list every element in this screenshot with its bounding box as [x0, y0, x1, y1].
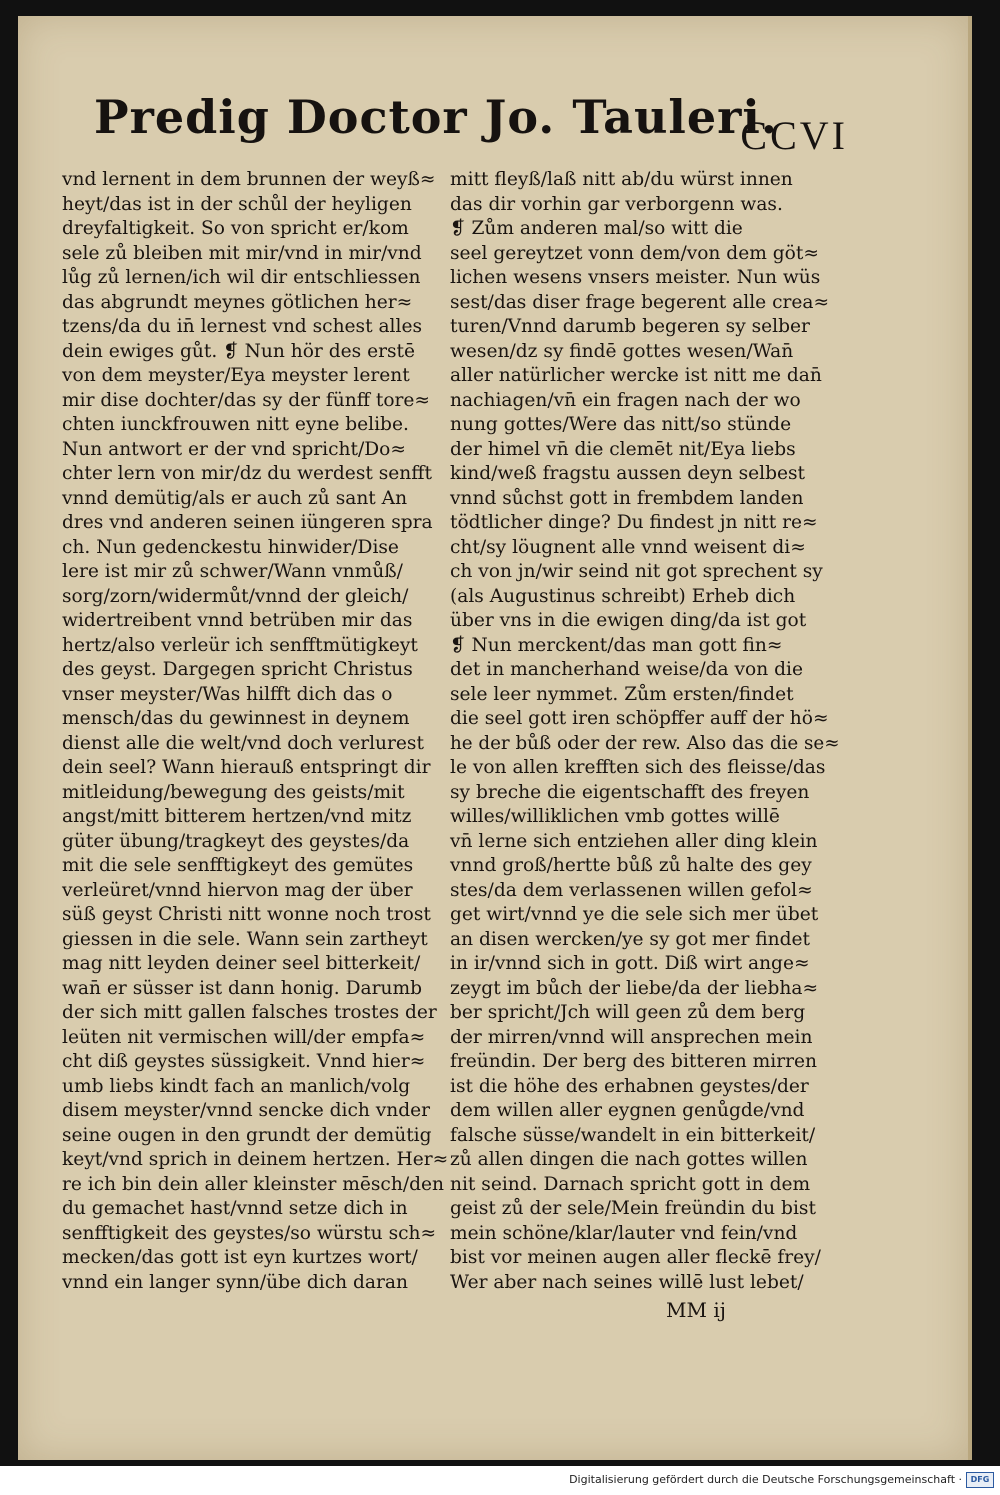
text-line: willes/williklichen vmb gottes willē	[450, 806, 780, 827]
signature-mark: MM ij	[666, 1298, 726, 1322]
text-line: vnnd demütig/als er auch zů sant An	[62, 487, 408, 509]
text-line: vnnd groß/hertte bůß zů halte des gey	[450, 855, 812, 876]
text-line: der mirren/vnnd will ansprechen mein	[450, 1026, 813, 1048]
text-line: von dem meyster/Eya meyster lerent	[62, 365, 410, 386]
text-line: keyt/vnd sprich in deinem hertzen. Her≈	[62, 1149, 449, 1170]
left-text-column	[62, 168, 457, 1295]
text-line: hertz/also verleür ich senfftmütigkeyt	[62, 634, 418, 656]
text-line: turen/Vnnd darumb begeren sy selber	[450, 316, 810, 337]
text-line: Wer aber nach seines willē lust lebet/	[450, 1271, 804, 1293]
text-line: dreyfaltigkeit. So von spricht er/kom	[62, 218, 409, 239]
text-line: sest/das diser frage begerent alle crea≈	[450, 291, 830, 313]
text-line: bist vor meinen augen aller fleckē frey/	[450, 1247, 821, 1268]
text-line: ❡ Nun merckent/das man gott fin≈	[450, 634, 783, 656]
text-line: die seel gott iren schöpffer auff der hö≈	[450, 708, 829, 729]
text-line: mitt fleyß/laß nitt ab/du würst innen	[450, 169, 793, 190]
running-header	[88, 88, 848, 168]
text-line: widertreibent vnnd betrüben mir das	[62, 610, 413, 631]
text-line: umb liebs kindt fach an manlich/volg	[62, 1075, 411, 1097]
text-line: cht/sy löugnent alle vnnd weisent di≈	[450, 536, 806, 558]
text-line: der himel vn̄ die clemēt nit/Eya liebs	[450, 438, 796, 460]
text-line: giessen in die sele. Wann sein zartheyt	[62, 928, 428, 950]
dfg-logo: DFG	[966, 1472, 994, 1488]
text-line: dres vnd anderen seinen iüngeren spra	[62, 512, 433, 533]
text-line: kind/weß fragstu aussen deyn selbest	[450, 463, 806, 484]
text-line: dem willen aller eygnen genůgde/vnd	[450, 1100, 805, 1121]
text-line: (als Augustinus schreibt) Erheb dich	[450, 585, 796, 607]
text-line: he der bůß oder der rew. Also das die se≈	[450, 732, 840, 754]
text-line: falsche süsse/wandelt in ein bitterkeit/	[450, 1124, 816, 1146]
text-line: vnnd sůchst gott in frembdem landen	[450, 487, 804, 509]
text-line: mensch/das du gewinnest in deynem	[62, 708, 410, 729]
footer-bar	[0, 1466, 1000, 1495]
text-line: der sich mitt gallen falsches trostes der	[62, 1002, 437, 1023]
text-line: seel gereytzet vonn dem/von dem göt≈	[450, 242, 819, 264]
text-line: güter übung/tragkeyt des geystes/da	[62, 830, 410, 852]
book-page	[18, 16, 972, 1460]
text-line: chten iunckfrouwen nitt eyne belibe.	[62, 414, 409, 435]
text-line: wan̄ er süsser ist dann honig. Darumb	[62, 977, 423, 999]
text-line: vnd lernent in dem brunnen der weyß≈	[62, 169, 436, 190]
text-line: re ich bin dein aller kleinster mēsch/den	[62, 1173, 444, 1195]
text-line: dein seel? Wann hierauß entspringt dir	[62, 757, 431, 778]
text-line: stes/da dem verlassenen willen gefol≈	[450, 879, 813, 901]
text-line: verleüret/vnnd hiervon mag der über	[62, 879, 413, 901]
text-line: sorg/zorn/widermůt/vnnd der gleich/	[62, 585, 409, 607]
text-line: get wirt/vnnd ye die sele sich mer übet	[450, 904, 819, 925]
text-line: vnser meyster/Was hilfft dich das o	[62, 683, 393, 705]
text-line: wesen/dz sy findē gottes wesen/Wan̄	[450, 340, 794, 362]
text-line: dein ewiges gůt. ❡ Nun hör des erstē	[62, 340, 415, 362]
text-line: aller natürlicher wercke ist nitt me dan̄	[450, 365, 822, 386]
text-line: angst/mitt bitterem hertzen/vnd mitz	[62, 806, 412, 827]
text-line: mag nitt leyden deiner seel bitterkeit/	[62, 953, 421, 974]
text-line: über vns in die ewigen ding/da ist got	[450, 610, 807, 631]
text-line: dienst alle die welt/vnd doch verlurest	[62, 732, 424, 754]
text-line: vnnd ein langer synn/übe dich daran	[62, 1271, 408, 1293]
text-line: ch. Nun gedenckestu hinwider/Dise	[62, 536, 399, 558]
text-line: des geyst. Dargegen spricht Christus	[62, 659, 413, 680]
text-line: nit seind. Darnach spricht gott in dem	[450, 1173, 811, 1195]
text-line: lichen wesens vnsers meister. Nun wüs	[450, 267, 821, 288]
text-line: det in mancherhand weise/da von die	[450, 659, 803, 680]
text-line: nachiagen/vn̄ ein fragen nach der wo	[450, 389, 801, 411]
text-line: sy breche die eigentschafft des freyen	[450, 781, 810, 803]
funding-notice: Digitalisierung gefördert durch die Deutsche Forschungsgemeinschaft ·	[569, 1473, 962, 1486]
text-line: freündin. Der berg des bitteren mirren	[450, 1051, 817, 1072]
text-line: tzens/da du in̄ lernest vnd schest alles	[62, 316, 422, 337]
text-line: chter lern von mir/dz du werdest senfft	[62, 463, 432, 484]
text-line: ist die höhe des erhabnen geystes/der	[450, 1075, 809, 1097]
text-line: das dir vorhin gar verborgenn was.	[450, 193, 783, 215]
text-line: le von allen krefften sich des fleisse/das	[450, 757, 826, 778]
page-title: Predig Doctor Jo. Tauleri.	[94, 90, 778, 144]
text-line: lůg zů lernen/ich wil dir entschliessen	[62, 267, 421, 288]
text-line: das abgrundt meynes götlichen her≈	[62, 291, 413, 313]
text-line: mecken/das gott ist eyn kurtzes wort/	[62, 1247, 418, 1268]
folio-number: CCVI	[740, 113, 848, 158]
text-line: leüten nit vermischen will/der empfa≈	[62, 1026, 426, 1048]
text-line: ❡ Zům anderen mal/so witt die	[450, 218, 743, 239]
text-line: mein schöne/klar/lauter vnd fein/vnd	[450, 1222, 798, 1244]
text-line: vn̄ lerne sich entziehen aller ding klein	[450, 830, 818, 852]
text-line: disem meyster/vnnd sencke dich vnder	[62, 1100, 431, 1121]
text-line: Nun antwort er der vnd spricht/Do≈	[62, 438, 406, 460]
text-line: mir dise dochter/das sy der fünff tore≈	[62, 389, 430, 411]
text-line: senfftigkeit des geystes/so würstu sch≈	[62, 1222, 437, 1244]
text-line: seine ougen in den grundt der demütig	[62, 1124, 432, 1146]
text-line: zů allen dingen die nach gottes willen	[450, 1149, 808, 1170]
text-line: sele leer nymmet. Zům ersten/findet	[450, 683, 794, 705]
text-line: an disen wercken/ye sy got mer findet	[450, 928, 811, 950]
text-line: in ir/vnnd sich in gott. Diß wirt ange≈	[450, 953, 810, 974]
text-line: mit die sele senfftigkeyt des gemütes	[62, 855, 414, 876]
text-line: du gemachet hast/vnnd setze dich in	[62, 1198, 408, 1219]
text-line: zeygt im bůch der liebe/da der liebha≈	[450, 977, 819, 999]
text-line: cht diß geystes süssigkeit. Vnnd hier≈	[62, 1051, 426, 1072]
text-line: heyt/das ist in der schůl der heyligen	[62, 193, 412, 215]
right-text-column	[450, 168, 840, 1295]
text-line: nung gottes/Were das nitt/so stünde	[450, 414, 792, 435]
text-line: lere ist mir zů schwer/Wann vnmůß/	[62, 561, 403, 582]
text-line: süß geyst Christi nitt wonne noch trost	[62, 904, 431, 925]
text-line: ber spricht/Jch will geen zů dem berg	[450, 1002, 806, 1023]
text-line: ch von jn/wir seind nit got sprechent sy	[450, 561, 823, 582]
text-line: tödtlicher dinge? Du findest jn nitt re≈	[450, 512, 818, 533]
text-line: mitleidung/bewegung des geists/mit	[62, 781, 405, 803]
text-line: geist zů der sele/Mein freündin du bist	[450, 1198, 816, 1219]
text-line: sele zů bleiben mit mir/vnd in mir/vnd	[62, 242, 422, 264]
